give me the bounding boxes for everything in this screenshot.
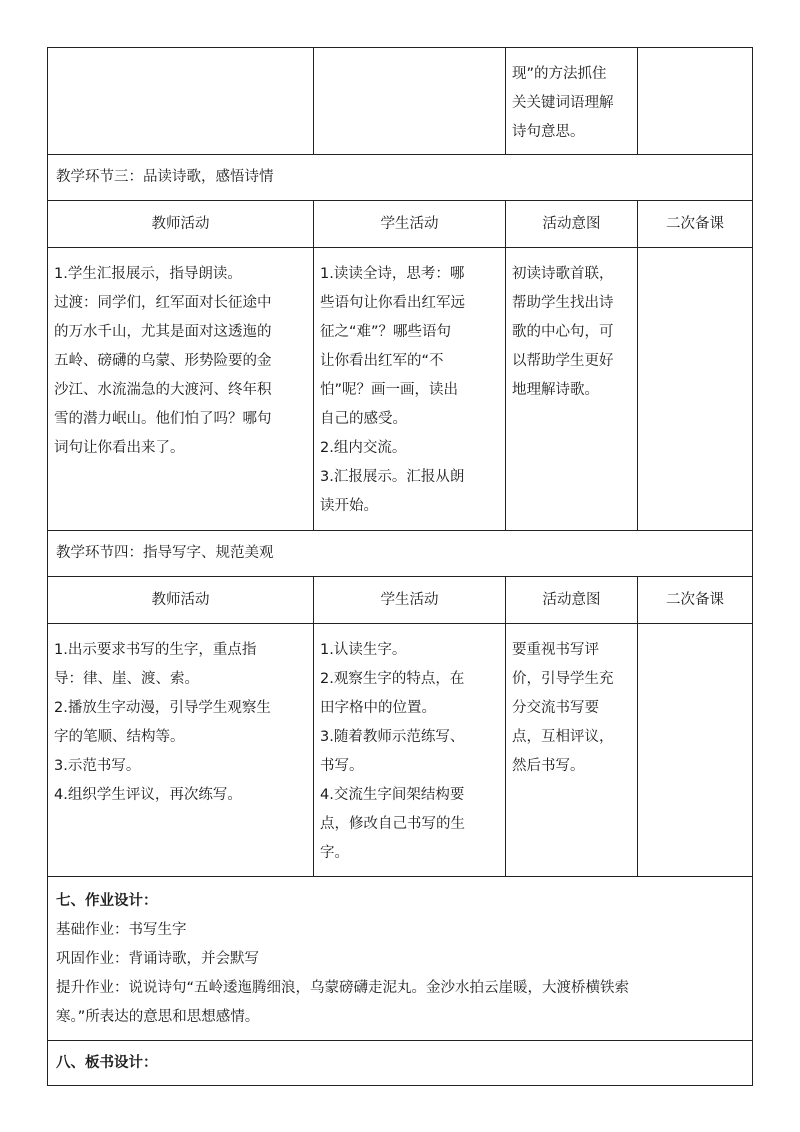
text-line: 以帮助学生更好: [512, 353, 614, 369]
header-second-prep: 二次备课: [638, 201, 753, 248]
text-line: 怕”呢？画一画，读出: [320, 382, 459, 398]
text-line: 读开始。: [320, 498, 378, 514]
text-line: 诗句意思。: [512, 124, 585, 140]
text-line: 现”的方法抓住: [512, 66, 607, 82]
text-line: 分交流书写要: [512, 700, 599, 716]
lesson-plan-table: [47, 47, 753, 1086]
section-four-content-row: [48, 624, 753, 877]
text-line: 4.组织学生评议，再次练写。: [54, 787, 242, 803]
continued-intent-cell: [506, 48, 638, 155]
continued-notes-cell: [638, 48, 753, 155]
text-line: 导：律、崖、渡、索。: [54, 671, 199, 687]
section-three-student-cell: [314, 248, 506, 531]
continued-row: [48, 48, 753, 155]
homework-line: 寒。”所表达的意思和思想感情。: [56, 1009, 260, 1025]
text-line: 1.出示要求书写的生字，重点指: [54, 642, 257, 658]
header-teacher-activity: 教师活动: [48, 201, 314, 248]
text-line: 1.学生汇报展示，指导朗读。: [54, 266, 242, 282]
section-three-title: 教学环节三：品读诗歌，感悟诗情: [48, 155, 753, 201]
continued-teacher-cell: [48, 48, 314, 155]
homework-line: 巩固作业：背诵诗歌，并会默写: [56, 951, 259, 967]
homework-line: 提升作业：说说诗句“五岭逶迤腾细浪，乌蒙磅礴走泥丸。金沙水拍云崖暖，大渡桥横铁索: [56, 980, 630, 996]
text-line: 价，引导学生充: [512, 671, 614, 687]
lesson-plan-page: [47, 47, 752, 1086]
header-student-activity: 学生活动: [314, 201, 506, 248]
text-line: 五岭、磅礴的乌蒙、形势险要的金: [54, 353, 272, 369]
text-line: 让你看出红军的“不: [320, 353, 444, 369]
text-line: 2.观察生字的特点，在: [320, 671, 465, 687]
section-three-notes-cell: [638, 248, 753, 531]
text-line: 田字格中的位置。: [320, 700, 436, 716]
text-line: 关关键词语理解: [512, 95, 614, 111]
text-line: 雪的潜力岷山。他们怕了吗？哪句: [54, 411, 272, 427]
text-line: 3.随着教师示范练写、: [320, 729, 465, 745]
section-four-intent-cell: [506, 624, 638, 877]
text-line: 自己的感受。: [320, 411, 407, 427]
text-line: 4.交流生字间架结构要: [320, 787, 465, 803]
text-line: 1.读读全诗，思考：哪: [320, 266, 465, 282]
board-design-title: 八、板书设计：: [48, 1041, 753, 1086]
text-line: 字。: [320, 845, 349, 861]
text-line: 3.汇报展示。汇报从朗: [320, 469, 465, 485]
text-line: 的万水千山，尤其是面对这透迤的: [54, 324, 272, 340]
text-line: 书写。: [320, 758, 364, 774]
text-line: 地理解诗歌。: [512, 382, 599, 398]
text-line: 字的笔顺、结构等。: [54, 729, 185, 745]
section-four-header-row: [48, 577, 753, 624]
section-three-content-row: [48, 248, 753, 531]
header-activity-intent: 活动意图: [506, 577, 638, 624]
text-line: 歌的中心句，可: [512, 324, 614, 340]
section-four-row: [48, 531, 753, 577]
text-line: 些语句让你看出红军远: [320, 295, 465, 311]
continued-student-cell: [314, 48, 506, 155]
text-line: 1.认读生字。: [320, 642, 407, 658]
text-line: 3.示范书写。: [54, 758, 141, 774]
text-line: 要重视书写评: [512, 642, 599, 658]
section-three-header-row: [48, 201, 753, 248]
homework-row: [48, 877, 753, 1041]
text-line: 词句让你看出来了。: [54, 440, 185, 456]
header-student-activity: 学生活动: [314, 577, 506, 624]
section-three-intent-cell: [506, 248, 638, 531]
text-line: 2.播放生字动漫，引导学生观察生: [54, 700, 271, 716]
text-line: 点，互相评议，: [512, 729, 614, 745]
header-second-prep: 二次备课: [638, 577, 753, 624]
text-line: 初读诗歌首联，: [512, 266, 614, 282]
text-line: 帮助学生找出诗: [512, 295, 614, 311]
section-three-row: [48, 155, 753, 201]
text-line: 征之“难”？哪些语句: [320, 324, 452, 340]
text-line: 然后书写。: [512, 758, 585, 774]
text-line: 沙江、水流湍急的大渡河、终年积: [54, 382, 272, 398]
board-design-row: [48, 1041, 753, 1086]
text-line: 点，修改自己书写的生: [320, 816, 465, 832]
section-four-notes-cell: [638, 624, 753, 877]
text-line: 过渡：同学们，红军面对长征途中: [54, 295, 272, 311]
section-four-teacher-cell: [48, 624, 314, 877]
text-line: 2.组内交流。: [320, 440, 407, 456]
homework-cell: [48, 877, 753, 1041]
section-three-teacher-cell: [48, 248, 314, 531]
header-activity-intent: 活动意图: [506, 201, 638, 248]
homework-title: 七、作业设计：: [56, 893, 158, 909]
header-teacher-activity: 教师活动: [48, 577, 314, 624]
homework-line: 基础作业：书写生字: [56, 922, 187, 938]
section-four-title: 教学环节四：指导写字、规范美观: [48, 531, 753, 577]
section-four-student-cell: [314, 624, 506, 877]
